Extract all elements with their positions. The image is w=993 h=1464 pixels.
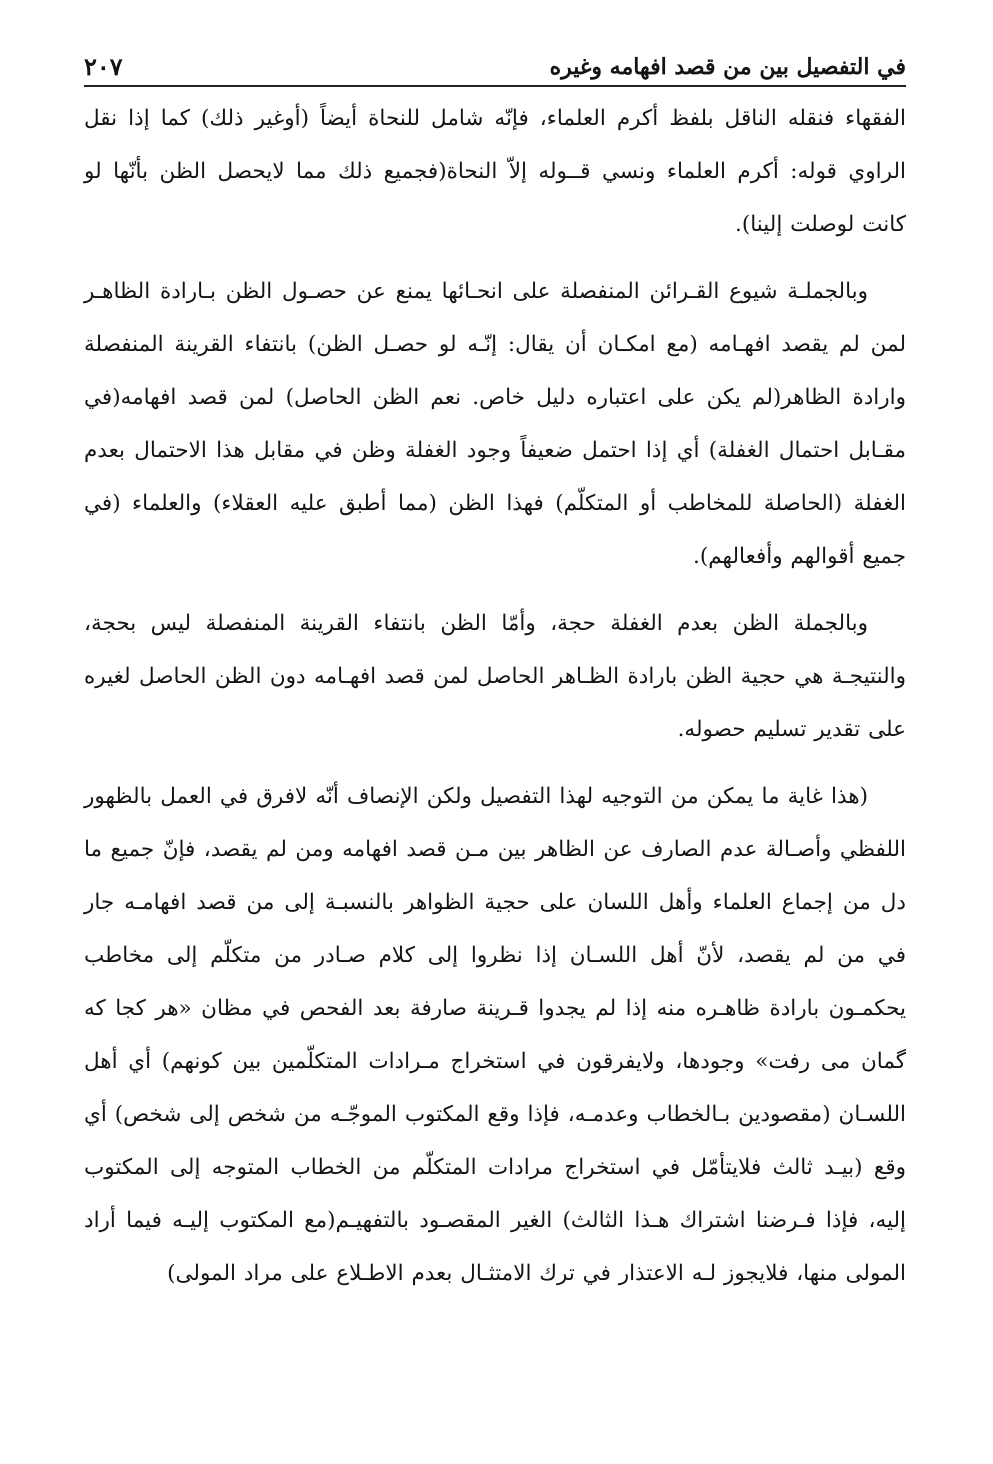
paragraph-continuation: الفقهاء فنقله الناقل بلفظ أكرم العلماء، فإنّه شامل للنحاة أيضاً (أوغير ذلك) كما إذا نقل الراوي قوله: أكرم العلماء ونسي قــوله إلاّ النحاة(فجميع ذلك مما لايحصل الظن بأنّها لو كانت لوصلت إلينا).: [84, 106, 906, 237]
running-header: [84, 38, 906, 82]
body-text: [84, 92, 906, 1314]
paragraph: وبالجملة الظن بعدم الغفلة حجة، وأمّا الظن بانتفاء القرينة المنفصلة ليس بحجة، والنتيجـة هي حجية الظن بارادة الظـاهر الحاصل لمن قصد افهـامه دون الظن الحاصل لغيره على تقدير تسليم حصوله.: [84, 611, 906, 742]
page-number: ٢٠٧: [84, 52, 123, 81]
header-rule: [84, 85, 906, 87]
paragraph: وبالجملـة شيوع القـرائن المنفصلة على انحـائها يمنع عن حصـول الظن بـارادة الظاهـر لمن لم يقصد افهـامه (مع امكـان أن يقال: إنّـه لو حصـل الظن) بانتفاء القرينة المنفصلة وارادة الظاهر(لم يكن على اعتباره دليل خاص. نعم الظن الحاصل) لمن قصد افهامه(في مقـابل احتمال الغفلة) أي إذا احتمل ضعيفاً وجود الغفلة وظن في مقابل هذا الاحتمال بعدم الغفلة (الحاصلة للمخاطب أو المتكلّم) فهذا الظن (مما أطبق عليه العقلاء) والعلماء (في جميع أقوالهم وأفعالهم).: [84, 279, 906, 569]
paragraph: (هذا غاية ما يمكن من التوجيه لهذا التفصيل ولكن الإنصاف أنّه لافرق في العمل بالظهور اللفظي وأصـالة عدم الصارف عن الظاهر بين مـن قصد افهامه ومن لم يقصد، فإنّ جميع ما دل من إجماع العلماء وأهل اللسان على حجية الظواهر بالنسبـة إلى من قصد افهامـه جار في من لم يقصد، لأنّ أهل اللسـان إذا نظروا إلى كلام صـادر من متكلّم إلى مخاطب يحكمـون بارادة ظاهـره منه إذا لم يجدوا قـرينة صارفة بعد الفحص في مظان «هر كجا كه گمان مى رفت» وجودها، ولايفرقون في استخراج مـرادات المتكلّمين بين كونهم) أي أهل اللسـان (مقصودين بـالخطاب وعدمـه، فإذا وقع المكتوب الموجّـه من شخص إلى شخص) أي وقع (بيـد ثالث فلايتأمّل في استخراج مرادات المتكلّم من الخطاب المتوجه إلى المكتوب إليه، فإذا فـرضنا اشتراك هـذا الثالث) الغير المقصـود بالتفهيـم(مع المكتوب إليـه فيما أراد المولى منها، فلايجوز لـه الاعتذار في ترك الامتثـال بعدم الاطـلاع على مراد المولى): [84, 784, 906, 1286]
running-header-title: في التفصيل بين من قصد افهامه وغيره: [549, 54, 906, 80]
